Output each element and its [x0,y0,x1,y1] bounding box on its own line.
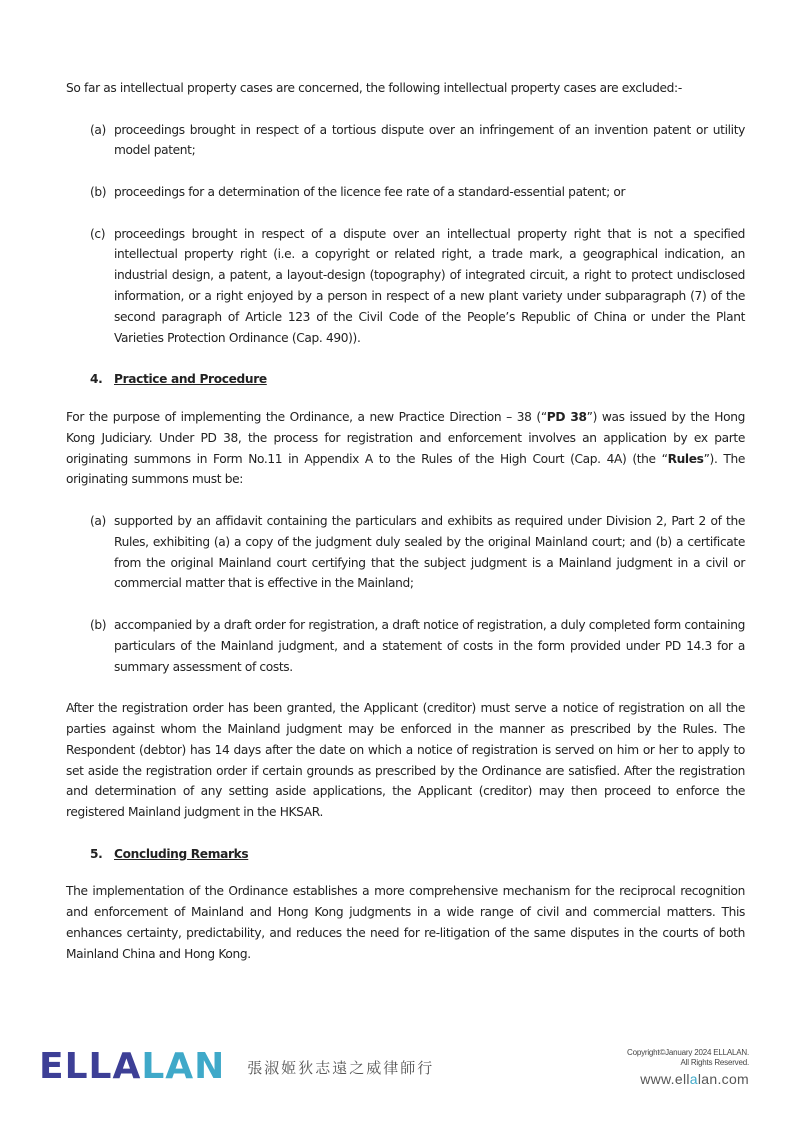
list-text: proceedings brought in respect of a dispute over an intellectual property right that is not a specified intellectual property right (i.e. a copyright or related right, a trade mark, a geographical indication, an industrial design, a patent, a layout-design (topography) of integrated circuit, a right to protect undisclosed information, or a right enjoyed by a person in respect of a new plant variety under subparagraph (7) of the second paragraph of Article 123 of the Civil Code of the People’s Republic of China or under the Plant Varieties Protection Ordinance (Cap. 490)). [114,226,745,345]
para-text: ”) was issued by the Hong Kong Judiciary. Under PD 38, the process for registration and enforcement involves an application by ex parte originating summons in Form No.11 in Appendix A to the Rules of the High Court (Cap. 4A) (the “ [66,409,745,466]
defined-term-rules: Rules [667,451,704,466]
summons-item-a [66,511,745,594]
list-label: (a) [90,122,106,137]
section-4-heading [66,369,745,390]
section-number: 4. [90,372,103,387]
list-label: (c) [90,226,106,241]
list-label: (a) [90,513,106,528]
list-text: supported by an affidavit containing the particulars and exhibits as required under Division 2, Part 2 of the Rules, exhibiting (a) a copy of the judgment duly sealed by the original Mainland court; and (b) a certificate from the original Mainland court certifying that the subject judgment is a Mainland judgment in a civil or commercial matter that is effective in the Mainland; [114,513,745,591]
copyright-line-1: Copyright©January 2024 ELLALAN. [627,1048,749,1057]
list-text: proceedings brought in respect of a tortious dispute over an infringement of an invention patent or utility model patent; [114,122,745,158]
website-link[interactable] [627,1070,749,1088]
concluding-paragraph: The implementation of the Ordinance establishes a more comprehensive mechanism for the reciprocal recognition and enforcement of Mainland and Hong Kong judgments in a wide range of civil and commercial matters. This enhances certainty, predictability, and reduces the need for re-litigation of the same disputes in the courts of both Mainland China and Hong Kong. [66,884,745,961]
section-5-heading [66,844,745,865]
list-label: (b) [90,617,107,632]
list-text: accompanied by a draft order for registration, a draft notice of registration, a duly completed form containing particulars of the Mainland judgment, and a statement of costs in the form provided under PD 14.3 for a summary assessment of costs. [114,617,745,674]
ip-exclusion-item-a [66,120,745,162]
brand-part-1: ELLA [39,1046,142,1087]
chinese-firm-name: 張淑姬狄志遠之威律師行 [247,1058,435,1077]
brand-logo [39,1047,225,1087]
ip-exclusions-intro: So far as intellectual property cases are concerned, the following intellectual property cases are excluded:- [66,81,682,95]
footer-info [627,1048,749,1088]
list-label: (b) [90,184,107,199]
website-text: lan.com [697,1071,749,1087]
registration-paragraph: After the registration order has been granted, the Applicant (creditor) must serve a notice of registration on all the parties against whom the Mainland judgment may be enforced in the manner as prescribed by the Rules. The Respondent (debtor) has 14 days after the date on which a notice of registration is served on him or her to apply to set aside the registration order if certain grounds as prescribed by the Ordinance are satisfied. After the registration and determination of any setting aside applications, the Applicant (creditor) may then proceed to enforce the registered Mainland judgment in the HKSAR. [66,701,745,820]
section-4-paragraph [66,407,745,490]
section-title: Practice and Procedure [114,372,267,387]
para-text: ”). The originating summons must be: [66,451,745,487]
document-body [66,78,745,965]
section-title: Concluding Remarks [114,846,249,861]
footer-logo [39,1047,434,1087]
para-text: For the purpose of implementing the Ordinance, a new Practice Direction – 38 (“ [66,409,547,424]
summons-item-b [66,615,745,677]
brand-part-2: LAN [141,1046,226,1087]
ip-exclusion-item-b [66,182,745,203]
section-number: 5. [90,846,103,861]
copyright-line-2: All Rights Reserved. [680,1058,749,1067]
defined-term-pd38: PD 38 [546,409,587,424]
ip-exclusion-item-c [66,224,745,349]
list-text: proceedings for a determination of the licence fee rate of a standard-essential patent; or [114,184,626,199]
website-text: www.ell [640,1071,690,1087]
website-highlight: a [689,1071,698,1087]
